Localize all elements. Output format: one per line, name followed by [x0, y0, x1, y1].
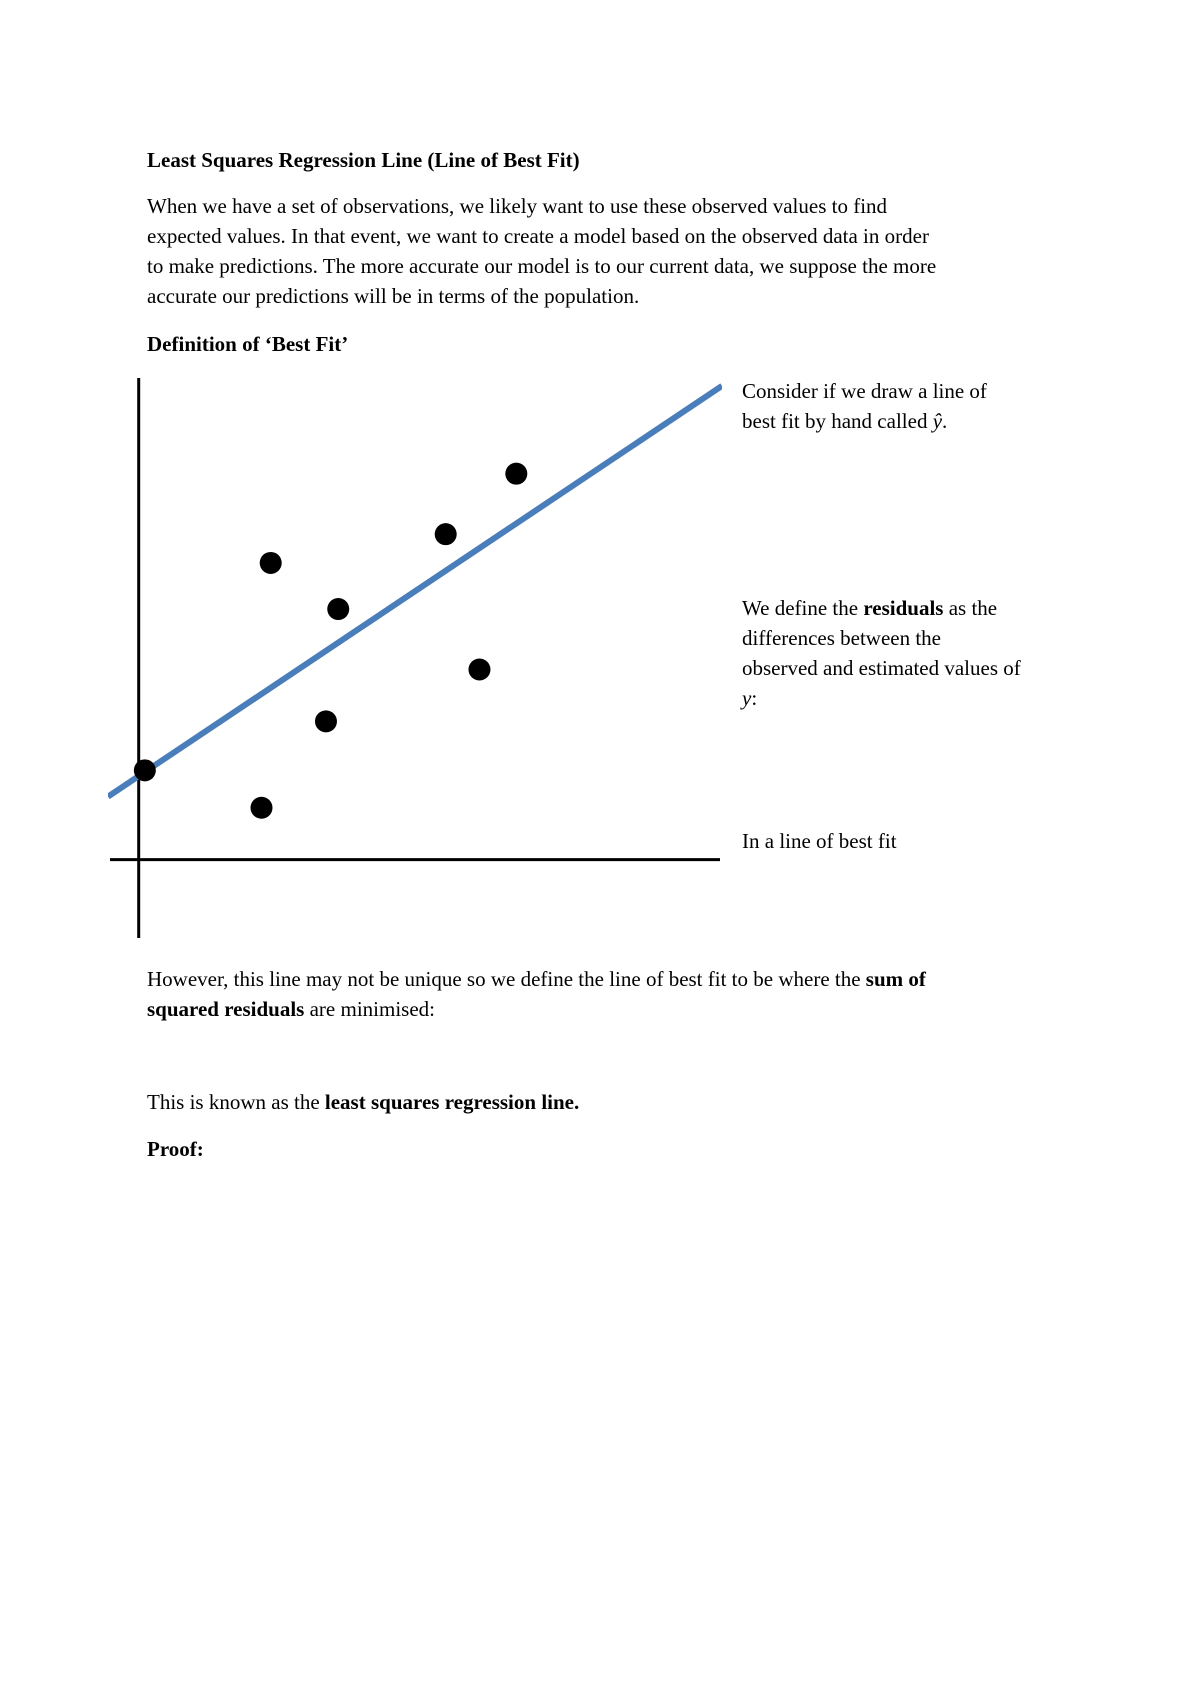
data-point [260, 552, 282, 574]
paragraph-text: are minimised: [304, 997, 435, 1021]
side-note-line [742, 406, 987, 436]
known-as-paragraph [147, 1087, 579, 1117]
side-note-line: In a line of best fit [742, 829, 897, 853]
intro-paragraph [147, 191, 1087, 311]
paragraph-text: However, this line may not be unique so we define the line of best fit to be where the [147, 967, 866, 991]
proof-heading: Proof: [147, 1137, 204, 1161]
least-squares-term: least squares regression line. [324, 1090, 580, 1114]
side-note-text: : [751, 686, 758, 710]
sum-of-term: sum of [865, 967, 926, 991]
paragraph-line [147, 964, 926, 994]
y-hat-symbol: ŷ [932, 409, 943, 433]
paragraph-text: This is known as the [147, 1090, 325, 1114]
side-note-text: best fit by hand called [742, 409, 933, 433]
y-symbol: y [742, 686, 752, 710]
intro-line: expected values. In that event, we want to create a model based on the observed data in order [147, 224, 929, 248]
side-note-line-of-best-fit [742, 826, 897, 856]
data-point [435, 523, 457, 545]
data-point [134, 759, 156, 781]
intro-line: When we have a set of observations, we likely want to use these observed values to find [147, 194, 888, 218]
intro-line: to make predictions. The more accurate our model is to our current data, we suppose the more [147, 254, 937, 278]
best-fit-line [108, 386, 722, 797]
intro-line: accurate our predictions will be in terms of the population. [147, 284, 640, 308]
side-note-text: as the [943, 596, 998, 620]
uniqueness-paragraph [147, 964, 926, 1024]
side-note-line: observed and estimated values of [742, 656, 1021, 680]
data-point [327, 598, 349, 620]
data-point [468, 659, 490, 681]
definition-heading: Definition of ‘Best Fit’ [147, 332, 349, 356]
side-note-line: Consider if we draw a line of [742, 379, 987, 403]
data-point [251, 797, 273, 819]
side-note-residuals [742, 593, 1021, 713]
side-note-line: differences between the [742, 626, 942, 650]
side-note-text: We define the [742, 596, 864, 620]
data-point [315, 710, 337, 732]
paragraph-line [147, 994, 926, 1024]
page-title: Least Squares Regression Line (Line of Best Fit) [147, 148, 580, 172]
residuals-term: residuals [863, 596, 944, 620]
side-note-line [742, 593, 1021, 623]
squared-residuals-term: squared residuals [147, 997, 305, 1021]
side-note-best-fit [742, 376, 987, 436]
side-note-text: . [942, 409, 948, 433]
scatter-chart [108, 370, 722, 946]
side-note-line [742, 683, 1021, 713]
data-point [505, 463, 527, 485]
